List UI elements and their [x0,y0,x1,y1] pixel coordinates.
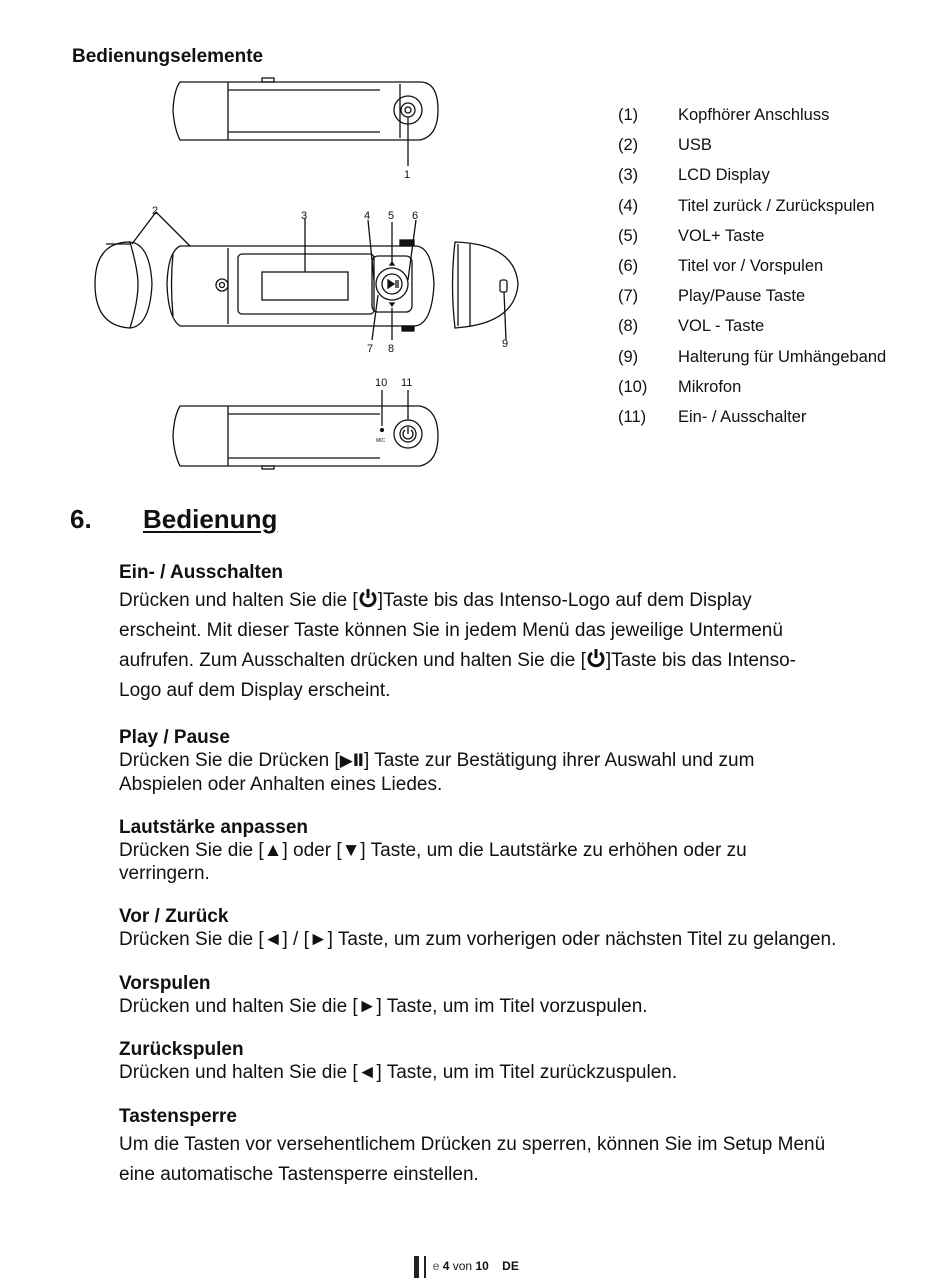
legend-label: Titel zurück / Zurückspulen [678,196,875,215]
paragraph-line [119,749,919,773]
text-span: Drücken Sie die Drücken [ [119,750,340,771]
callout-8: 8 [388,343,395,355]
callout-6: 6 [412,210,419,222]
footer-language: DE [502,1259,519,1274]
footer-bar [414,1256,419,1278]
legend-num: (1) [618,106,639,124]
paragraph-line: Drücken und halten Sie die [►] Taste, um im Titel vorzuspulen. [119,996,648,1017]
paragraph-line: Um die Tasten vor versehentlichem Drücken zu sperren, können Sie im Setup Menü [119,1134,826,1155]
text-span: Drücken und halten Sie die [ [119,590,358,611]
legend-label: VOL - Taste [678,317,765,336]
text-span: ]Taste bis das Intenso-Logo auf dem Display [377,590,752,611]
subsection-title: Tastensperre [119,1106,237,1127]
section-number: 6. [70,504,92,534]
subsection-prevnext [119,905,919,951]
footer-bar [424,1256,426,1278]
callout-1: 1 [404,169,411,181]
controls-heading: Bedienungselemente [72,46,264,67]
footer-page-total: 10 [475,1259,489,1274]
legend-num: (2) [618,136,639,155]
legend-item [618,372,938,402]
footer-prefix: e [432,1259,440,1274]
controls-legend [618,100,938,432]
subsection-title: Zurückspulen [119,1039,244,1060]
legend-label: Mikrofon [678,377,742,396]
text-span: ]Taste bis das Intenso- [605,650,796,671]
device-top-view [173,78,438,166]
page-footer [414,1256,519,1278]
paragraph-line: Abspielen oder Anhalten eines Liedes. [119,774,443,795]
paragraph-line: Logo auf dem Display erscheint. [119,680,391,701]
callout-5: 5 [388,210,395,222]
subsection-volume [119,816,919,885]
section-title: Bedienung [143,504,278,534]
subsection-ff [119,972,919,1018]
footer-of: von [452,1259,473,1274]
power-icon [358,588,378,608]
callout-11: 11 [401,377,413,389]
legend-label: Halterung für Umhängeband [678,347,887,366]
mic-label: MIC [376,438,386,444]
callout-2: 2 [152,205,159,217]
device-bottom-view [173,390,438,469]
legend-item [618,100,938,130]
legend-num: (4) [618,196,639,215]
subsection-lock [119,1104,919,1190]
legend-label: LCD Display [678,166,770,185]
device-front-view [95,212,518,340]
subsection-play [119,726,919,796]
legend-item [618,191,938,221]
power-icon [586,648,606,668]
legend-num: (6) [618,256,639,275]
paragraph-line: Drücken und halten Sie die [◄] Taste, um im Titel zurückzuspulen. [119,1062,678,1083]
paragraph-line: Drücken Sie die [◄] / [►] Taste, um zum vorherigen oder nächsten Titel zu gelangen. [119,929,837,950]
legend-label: Kopfhörer Anschluss [678,106,830,124]
legend-item [618,221,938,251]
callout-10: 10 [375,377,388,389]
callout-3: 3 [301,210,308,222]
subsection-title: Vorspulen [119,973,211,994]
paragraph-line: eine automatische Tastensperre einstellen. [119,1164,479,1185]
legend-num: (7) [618,287,639,306]
legend-item [618,281,938,311]
footer-page-number: 4 [442,1259,450,1274]
legend-label: VOL+ Taste [678,226,765,245]
legend-item [618,402,938,432]
callout-4: 4 [364,210,371,222]
subsection-title: Vor / Zurück [119,906,229,927]
legend-item [618,130,938,160]
legend-label: Ein- / Ausschalter [678,407,807,426]
paragraph-line: erscheint. Mit dieser Taste können Sie in jedem Menü das jeweilige Untermenü [119,620,783,641]
legend-num: (11) [618,407,647,426]
text-span: ] Taste zur Bestätigung ihrer Auswahl und zum [364,750,755,771]
legend-num: (3) [618,166,639,185]
play-pause-icon: ▶Ⅱ [339,751,364,771]
paragraph-line [119,586,919,616]
legend-num: (5) [618,226,639,245]
callout-9: 9 [502,338,509,350]
legend-item [618,311,938,341]
subsection-onoff [119,560,919,706]
legend-num: (10) [618,377,648,396]
legend-item [618,342,938,372]
subsection-title: Play / Pause [119,727,230,748]
subsection-title: Lautstärke anpassen [119,817,309,838]
legend-label: Titel vor / Vorspulen [678,256,824,275]
legend-item [618,251,938,281]
legend-num: (8) [618,317,639,336]
legend-label: USB [678,136,712,155]
paragraph-line: verringern. [119,863,210,884]
legend-label: Play/Pause Taste [678,287,806,306]
paragraph-line: Drücken Sie die [▲] oder [▼] Taste, um die Lautstärke zu erhöhen oder zu [119,840,747,861]
subsection-rew [119,1038,919,1084]
paragraph-line [119,646,919,676]
legend-num: (9) [618,347,639,366]
callout-7: 7 [367,343,374,355]
text-span: aufrufen. Zum Ausschalten drücken und halten Sie die [ [119,650,586,671]
subsection-title: Ein- / Ausschalten [119,562,283,583]
legend-item [618,160,938,190]
device-diagram [70,70,540,470]
